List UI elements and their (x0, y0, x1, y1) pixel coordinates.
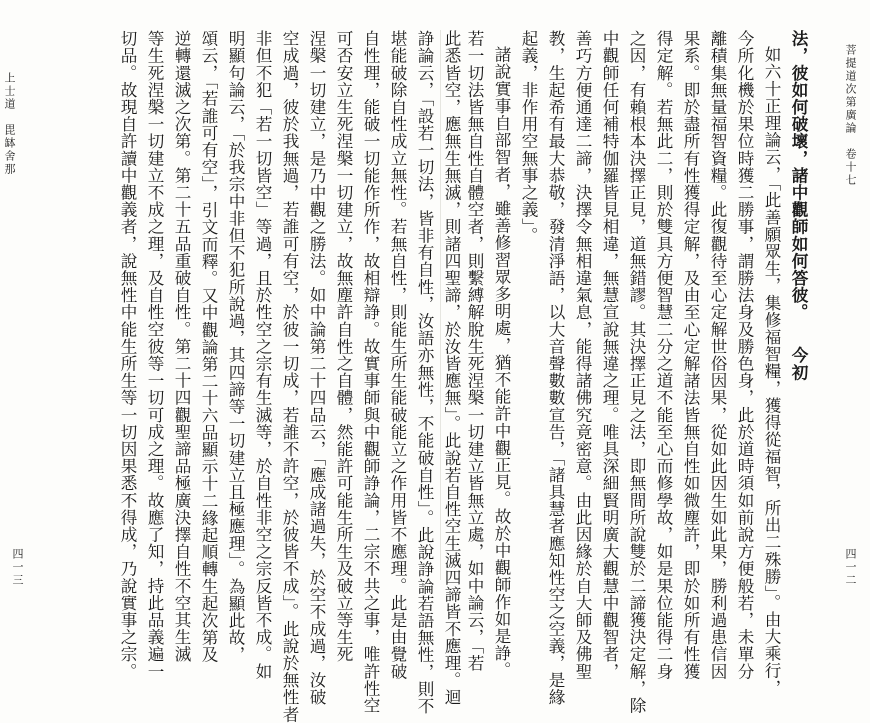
left-page-line: 空成過，彼於我無過，若誰可有空，於彼一切成，若誰不許空，於彼皆不成」。此說於無性者 (280, 30, 299, 723)
running-header-left: 上士道 毘缽舍那 (3, 72, 16, 176)
page-number-right: 四一二 (844, 548, 857, 587)
left-page-line: 明顯句論云，「於我宗中非但不犯所說過，其四諦等一切建立且極應理」。為顯此故， (226, 30, 245, 664)
right-page-line: 如六十正理論云，「此善願眾生，集修福智糧，獲得從福智，所出二殊勝」。由大乘行， (762, 46, 781, 697)
right-page-line: 若一切法皆無自性自體空者，則繫縛解脫生死涅槃一切建立皆無立處，如中論云，「若 (465, 30, 484, 672)
page-number-left: 四一三 (11, 548, 24, 587)
right-page-line: 中觀師任何補特伽羅皆見相違，無慧宣說無違之理。唯具深細賢明廣大觀慧中觀智者， (600, 30, 619, 680)
left-page-line: 頌云，「若誰可有空」，引文而釋。又中觀論第二十六品顯示十二緣起順轉生起次第及 (199, 30, 218, 664)
left-page-line: 自性理，能破一切能作所作，故相辯諍。故實事師與中觀師諍論，二宗不共之事，唯許性空 (361, 30, 380, 714)
left-page-line: 諍論云，「設若一切法，皆非有自性，汝語亦無性，不能破自性」。此說諍論若語無性，則不 (415, 30, 434, 715)
right-page-line: 今所化機於果位時獲二勝事，謂勝法身及勝色身，此於道時須如前說方便般若，未單分 (735, 30, 754, 680)
right-page-line: 法，彼如何破壞，諸中觀師如何答彼。 今初 (789, 30, 809, 381)
right-page-line: 之因，有賴根本決擇正見，道無錯謬。其決擇正見之法，即無間所說雙於二諦獲決定解，除 (627, 30, 646, 714)
running-header-right: 菩提道次第廣論 卷十七 (844, 44, 857, 187)
left-page-line: 涅槃一切建立，是乃中觀之勝法。如中論第二十四品云，「應成諸過失，於空不成過，汝破 (307, 30, 326, 706)
right-page-line: 果系。即於盡所有性獲得定解，及由至心定解諸法皆無自性如微塵許，即於如所有性獲 (681, 30, 700, 680)
left-page-line: 非但不犯「若一切皆空」等過，且於性空之宗有生滅等，於自性非空之宗反皆不成。如 (253, 30, 272, 680)
right-page-line: 諸說實事自部智者，雖善修習眾多明處，猶不能許中觀正見。故於中觀師作如是諍。 (492, 46, 511, 679)
left-page-text (87, 30, 465, 723)
right-page-line: 起義，非作用空無事之義」。 (519, 30, 538, 244)
left-page-line: 切品。故現自許讀中觀義者，說無性中能生所生等一切因果悉不得成，乃說實事之宗。 (118, 30, 137, 680)
left-page-line: 可否安立生死涅槃一切建立，故無塵許自性之自體，然能許可能生所生及破立等生死 (334, 30, 353, 663)
right-page-line: 教，生起希有最大恭敬，發清淨語，以大音聲數數宣告，「諸具慧者應知性空之空義，是緣 (546, 30, 565, 706)
right-page-line: 得定解。若無此二，則於雙具方便智慧二分之道不能至心而修學故，如是果位能得二身 (654, 30, 673, 680)
left-page-line: 此悉皆空，應無生無滅，則諸四聖諦，於汝皆應無」。此說若自性空生滅四諦皆不應理。迴 (442, 30, 461, 706)
right-page-line: 善巧方便通達二諦，決擇令無相違氣息，能得諸佛究竟密意。由此因緣於自大師及佛聖 (573, 30, 592, 680)
right-page-text (465, 30, 812, 714)
left-page-line: 堪能破除自性成立無性。若無自性，則能生所生能破能立之作用皆不應理。此是由覺破 (388, 30, 407, 680)
left-page-line: 逆轉還滅之次第。第二十五品重破自性。第二十四觀聖諦品極廣決擇自性不空其生滅 (172, 30, 191, 663)
left-page-line: 等生死涅槃一切建立不成之理，及自性空彼等一切可成之理。故應了知，持此品義遍一 (145, 30, 164, 680)
right-page-line: 離積集無量福智資糧。此復觀待至心定解世俗因果，從如此因生如此果，勝利過患信因 (708, 30, 727, 680)
